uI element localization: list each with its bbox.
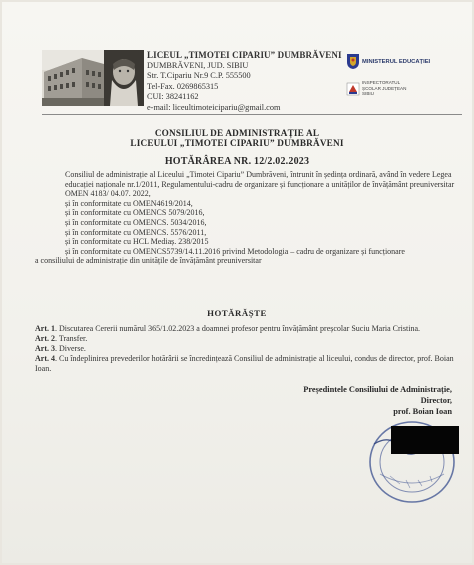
article-label: Art. 2 [35, 334, 55, 344]
article-label: Art. 1 [35, 324, 55, 333]
article-label: Art. 4 [35, 354, 55, 364]
legal-reference: și în conformitate cu HCL Mediaș. 238/2015 [65, 237, 209, 247]
legal-reference: și în conformitate cu OMENCS. 5034/2016, [65, 217, 207, 227]
article-item [35, 344, 455, 354]
redaction-box [391, 426, 459, 454]
articles-list [35, 324, 455, 374]
legal-reference: și în conformitate cu OMENCS. 5576/2011, [65, 227, 207, 237]
article-item [35, 324, 455, 334]
ministry-name: MINISTERUL EDUCAȚIEI [362, 59, 431, 65]
header-divider [42, 114, 462, 115]
article-item [35, 334, 455, 344]
signature-block [292, 384, 452, 418]
school-contact-block [147, 50, 342, 114]
school-street: Str. T.Cipariu Nr.9 C.P. 555500 [147, 71, 251, 81]
article-text: . Discutarea Cererii numărul 365/1.02.2023 a doamnei profesor pentru învățământ preșcolar Suciu Maria Cristina. [55, 324, 421, 333]
inspectorate-name [362, 80, 452, 97]
school-address: DUMBRĂVENI, JUD. SIBIU [147, 60, 249, 70]
council-title-line1: CONSILIUL DE ADMINISTRAȚIE AL [154, 128, 320, 138]
ministry-crest-icon [346, 52, 360, 70]
council-title-line2: LICEULUI „TIMOTEI CIPARIU” DUMBRĂVENI [130, 138, 344, 148]
decides-heading: HOTĂRĂȘTE [207, 308, 267, 318]
legal-reference: și în conformitate cu OMENCS 5079/2016, [65, 208, 205, 218]
decision-title: HOTĂRÂREA NR. 12/2.02.2023 [164, 156, 310, 167]
article-text: . Cu îndeplinirea prevederilor hotărârii se încredințează Consiliul de administrație al liceului, condus de director, prof. Boian Ioan. [35, 354, 454, 374]
legal-reference-final-cont: a consiliului de administrație din unitățile de învățământ preuniversitar [35, 256, 262, 266]
decision-preamble [35, 170, 455, 266]
document-page [2, 2, 472, 563]
school-building-logo [42, 50, 144, 106]
legal-reference: și în conformitate cu OMEN4619/2014, [65, 198, 193, 208]
preamble-intro: Consiliul de administrație al Liceului „Timotei Cipariu” Dumbrăveni, întrunit în ședința ordinară, având în vedere Legea educației naționale nr.1/2011, Regulamentului-cadru de organizare și funcționare a unităților de învățământ preuniversitar OMEN 4183/ 04.07. 2022, [65, 170, 455, 199]
school-cui: CUI: 38241162 [147, 92, 199, 102]
signatory-role: Președintele Consiliului de Administrație, [303, 385, 452, 394]
signatory-name: prof. Boian Ioan [393, 407, 452, 417]
school-name: LICEUL „TIMOTEI CIPARIU” DUMBRĂVENI [147, 50, 342, 60]
article-label: Art. 3 [35, 344, 55, 354]
letterhead [2, 42, 472, 114]
inspectorate-line3: SIBIU [362, 91, 374, 96]
school-email: e-mail: liceultimoteicipariu@gmail.com [147, 102, 281, 112]
legal-reference-final: și în conformitate cu OMENCS5739/14.11.2016 privind Metodologia – cadru de organizare și funcționare [65, 246, 405, 256]
school-phone: Tel-Fax. 0269865315 [147, 81, 219, 91]
article-text: . Transfer. [55, 334, 88, 344]
article-text: . Diverse. [55, 344, 86, 354]
inspectorate-logo-icon [346, 82, 360, 96]
inspectorate-line2: ȘCOLAR JUDEȚEAN [362, 85, 407, 91]
signatory-title: Director, [420, 396, 452, 406]
inspectorate-line1: INSPECTORATUL [362, 80, 401, 85]
article-item [35, 354, 455, 374]
